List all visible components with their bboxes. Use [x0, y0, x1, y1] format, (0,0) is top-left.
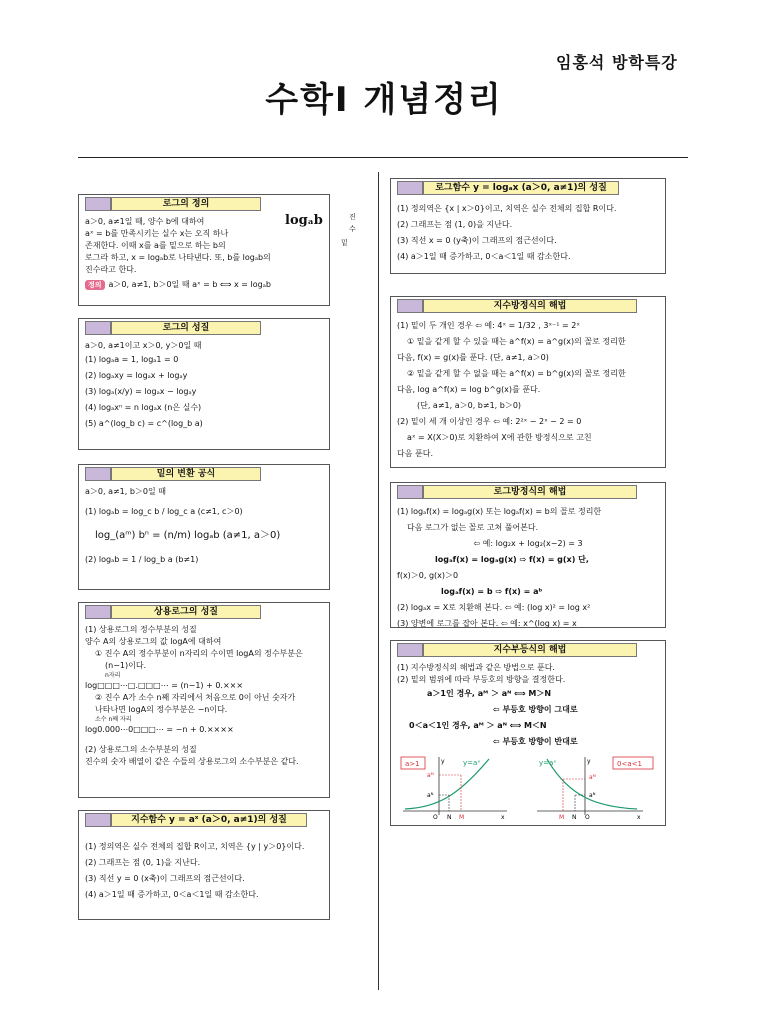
header-tab — [397, 485, 423, 499]
text-line: 다음, log a^f(x) = log b^g(x)를 푼다. — [397, 385, 541, 394]
section-header — [397, 181, 659, 195]
text-line: 다음 푼다. — [397, 449, 433, 458]
text-line: (1) 밑이 두 개인 경우 ⇦ 예: 4ˣ = 1/32 , 3ˣ⁻¹ = 2ˣ — [397, 321, 580, 330]
text-line: (2) logₐx = X로 치환해 본다. ⇦ 예: (log x)² = log x² — [397, 603, 591, 612]
text-line: ② 진수 A가 소수 n째 자리에서 처음으로 0이 아닌 숫자가 — [95, 693, 296, 702]
text-line: (1) 정의역은 실수 전체의 집합 R이고, 치역은 {y | y＞0}이다. — [85, 842, 305, 851]
text-line: (4) a＞1일 때 증가하고, 0＜a＜1일 때 감소한다. — [397, 252, 571, 261]
definition-text: a＞0, a≠1, b＞0일 때 aˣ = b ⟺ x = logₐb — [108, 280, 271, 289]
graph-tag: a>1 — [405, 760, 420, 768]
section-title: 상용로그의 성질 — [111, 605, 261, 619]
header-tab — [85, 467, 111, 481]
header-tab — [85, 321, 111, 335]
text-line: (2) 상용로그의 소수부분의 성질 — [85, 745, 197, 754]
y-lo-label: aᴺ — [427, 792, 434, 799]
text-line: (3) 직선 y = 0 (x축)이 그래프의 점근선이다. — [85, 874, 245, 883]
section-header — [85, 321, 323, 335]
text-line: ① 밑을 같게 할 수 있을 때는 a^f(x) = a^g(x)의 꼴로 정리한 — [407, 337, 626, 346]
text-line: 0＜a＜1인 경우, aᴹ ＞ aᴺ ⟺ M＜N — [409, 721, 547, 730]
text-line: (1) logₐa = 1, logₐ1 = 0 — [85, 355, 179, 364]
graph-decreasing — [537, 757, 653, 821]
graph-increasing — [401, 757, 507, 821]
section-title: 지수부등식의 해법 — [423, 643, 637, 657]
text-line: (2) 밑이 세 개 이상인 경우 ⇦ 예: 2²ˣ − 2ˣ − 2 = 0 — [397, 417, 582, 426]
text-line: logₐf(x) = logₐg(x) ⇨ f(x) = g(x) 단, — [435, 555, 589, 564]
text-line: 다음, f(x) = g(x)를 푼다. (단, a≠1, a＞0) — [397, 353, 549, 362]
section-log-equation — [390, 482, 666, 628]
text-line: (2) 그래프는 점 (0, 1)을 지난다. — [85, 858, 201, 867]
header-rule — [78, 157, 688, 158]
text-line: (4) a＞1일 때 증가하고, 0＜a＜1일 때 감소한다. — [85, 890, 259, 899]
m-label: M — [559, 814, 565, 821]
text-line: log□□□⋯□.□□□⋯ = (n−1) + 0.××× — [85, 681, 244, 690]
y-lo-label: aᴺ — [589, 792, 596, 799]
text-line: a＞0, a≠1일 때, 양수 b에 대하여 — [85, 217, 205, 226]
header-tab — [397, 181, 423, 195]
section-log-definition — [78, 194, 356, 306]
section-common-log — [78, 602, 330, 798]
x-axis-label: x — [501, 814, 505, 821]
section-log-function — [390, 178, 666, 274]
section-header — [397, 643, 659, 657]
text-line: (5) a^(log_b c) = c^(log_b a) — [85, 419, 203, 428]
section-title: 로그의 성질 — [111, 321, 261, 335]
header-tab — [85, 605, 111, 619]
section-header — [85, 605, 323, 619]
text-line: ① 진수 A의 정수부분이 n자리의 수이면 logA의 정수부분은 — [95, 649, 303, 658]
m-label: M — [459, 814, 465, 821]
section-header — [85, 197, 323, 211]
text-line: f(x)＞0, g(x)＞0 — [397, 571, 459, 580]
text-line: n자리 — [105, 672, 121, 679]
section-title: 로그의 정의 — [111, 197, 261, 211]
text-line: (4) logₐxⁿ = n logₐx (n은 실수) — [85, 403, 202, 412]
text-line: (1) logₐf(x) = logₐg(x) 또는 logₐf(x) = b의 꼴로 정리한 — [397, 507, 602, 516]
text-line: (단, a≠1, a＞0, b≠1, b＞0) — [417, 401, 522, 410]
section-exp-inequality — [390, 640, 666, 826]
definition-badge: 정의 — [85, 280, 105, 290]
text-line: (3) logₐ(x/y) = logₐx − logₐy — [85, 387, 197, 396]
n-label: N — [572, 814, 577, 821]
text-line: (3) 직선 x = 0 (y축)이 그래프의 점근선이다. — [397, 236, 557, 245]
graph-tag: 0<a<1 — [617, 760, 642, 768]
text-line: (n−1)이다. — [105, 661, 147, 670]
section-base-change — [78, 464, 330, 590]
section-title: 로그방정식의 해법 — [423, 485, 637, 499]
header-tab — [85, 813, 111, 827]
antilog-note: 진수 — [349, 213, 356, 233]
text-line: 로그라 하고, x = logₐb로 나타낸다. 또, b를 logₐb의 — [85, 253, 271, 262]
section-exp-function — [78, 810, 330, 920]
curve-label: y=aˣ — [463, 759, 481, 767]
text-line: ⇦ 부등호 방향이 그대로 — [493, 705, 578, 714]
text-line: a＞0, a≠1이고 x＞0, y＞0일 때 — [85, 341, 202, 350]
text-line: 진수의 숫자 배열이 같은 수들의 상용로그의 소수부분은 같다. — [85, 757, 299, 766]
section-title: 지수방정식의 해법 — [423, 299, 637, 313]
text-line: ② 밑을 같게 할 수 없을 때는 a^f(x) = b^g(x)의 꼴로 정리한 — [407, 369, 626, 378]
inequality-graphs — [397, 755, 659, 821]
text-line: (1) 상용로그의 정수부분의 성질 — [85, 625, 197, 634]
base-note: 밑 — [341, 239, 348, 247]
section-header — [85, 813, 323, 827]
text-line: log_(aᵐ) bⁿ = (n/m) logₐb (a≠1, a＞0) — [95, 530, 281, 541]
x-axis-label: x — [637, 814, 641, 821]
text-line: a＞1인 경우, aᴹ ＞ aᴺ ⟺ M＞N — [427, 689, 552, 698]
text-line: aˣ = b를 만족시키는 실수 x는 오직 하나 — [85, 229, 229, 238]
text-line: (2) 밑의 범위에 따라 부등호의 방향을 결정한다. — [397, 675, 566, 684]
section-header — [85, 467, 323, 481]
text-line: (1) 정의역은 {x | x＞0}이고, 치역은 실수 전체의 집합 R이다. — [397, 204, 617, 213]
text-line: 소수 n째 자리 — [95, 716, 132, 723]
text-line: ⇦ 예: log₂x + log₂(x−2) = 3 — [473, 539, 583, 548]
text-line: 양수 A의 상용로그의 값 logA에 대하여 — [85, 637, 222, 646]
definition-line — [85, 279, 323, 291]
text-line: logₐf(x) = b ⇨ f(x) = aᵇ — [441, 587, 543, 596]
header-tab — [85, 197, 111, 211]
curve-label: y=aˣ — [539, 759, 557, 767]
text-line: (1) logₐb = log_c b / log_c a (c≠1, c＞0) — [85, 507, 243, 516]
section-log-properties — [78, 318, 330, 450]
text-line: aˣ = X(X＞0)로 치환하여 X에 관한 방정식으로 고친 — [407, 433, 592, 442]
section-title: 지수함수 y = aˣ (a＞0, a≠1)의 성질 — [111, 813, 307, 827]
section-exp-equation — [390, 296, 666, 468]
text-line: 나타나면 logA의 정수부분은 −n이다. — [95, 705, 228, 714]
origin-label: O — [585, 814, 590, 821]
text-line: (3) 양변에 로그를 잡아 본다. ⇦ 예: x^(log x) = x — [397, 619, 577, 628]
text-line: 다음 로그가 없는 꼴로 고쳐 풀어본다. — [407, 523, 539, 532]
y-axis-label: y — [441, 758, 445, 765]
text-line: 존재한다. 이때 x를 a를 밑으로 하는 b의 — [85, 241, 226, 250]
y-hi-label: aᴹ — [589, 774, 596, 781]
n-label: N — [447, 814, 452, 821]
text-line: log0.000⋯0□□□⋯ = −n + 0.×××× — [85, 725, 234, 734]
origin-label: O — [433, 814, 438, 821]
text-line: (1) 지수방정식의 해법과 같은 방법으로 푼다. — [397, 663, 555, 672]
text-line: (2) logₐxy = logₐx + logₐy — [85, 371, 188, 380]
y-hi-label: aᴹ — [427, 772, 434, 779]
column-divider — [378, 172, 379, 990]
section-header — [397, 485, 659, 499]
text-line: 진수라고 한다. — [85, 265, 137, 274]
text-line: (2) 그래프는 점 (1, 0)을 지난다. — [397, 220, 513, 229]
section-title: 밑의 변환 공식 — [111, 467, 261, 481]
header-tab — [397, 643, 423, 657]
section-title: 로그함수 y = logₐx (a＞0, a≠1)의 성질 — [423, 181, 619, 195]
log-notation-label: logₐb — [285, 213, 323, 228]
author-label: 임홍석 방학특강 — [556, 53, 678, 72]
header-tab — [397, 299, 423, 313]
text-line: a＞0, a≠1, b＞0일 때 — [85, 487, 167, 496]
page-title: 수학Ⅰ 개념정리 — [265, 80, 503, 120]
text-line: ⇦ 부등호 방향이 반대로 — [493, 737, 578, 746]
y-axis-label: y — [587, 758, 591, 765]
text-line: (2) logₐb = 1 / log_b a (b≠1) — [85, 555, 199, 564]
section-header — [397, 299, 659, 313]
